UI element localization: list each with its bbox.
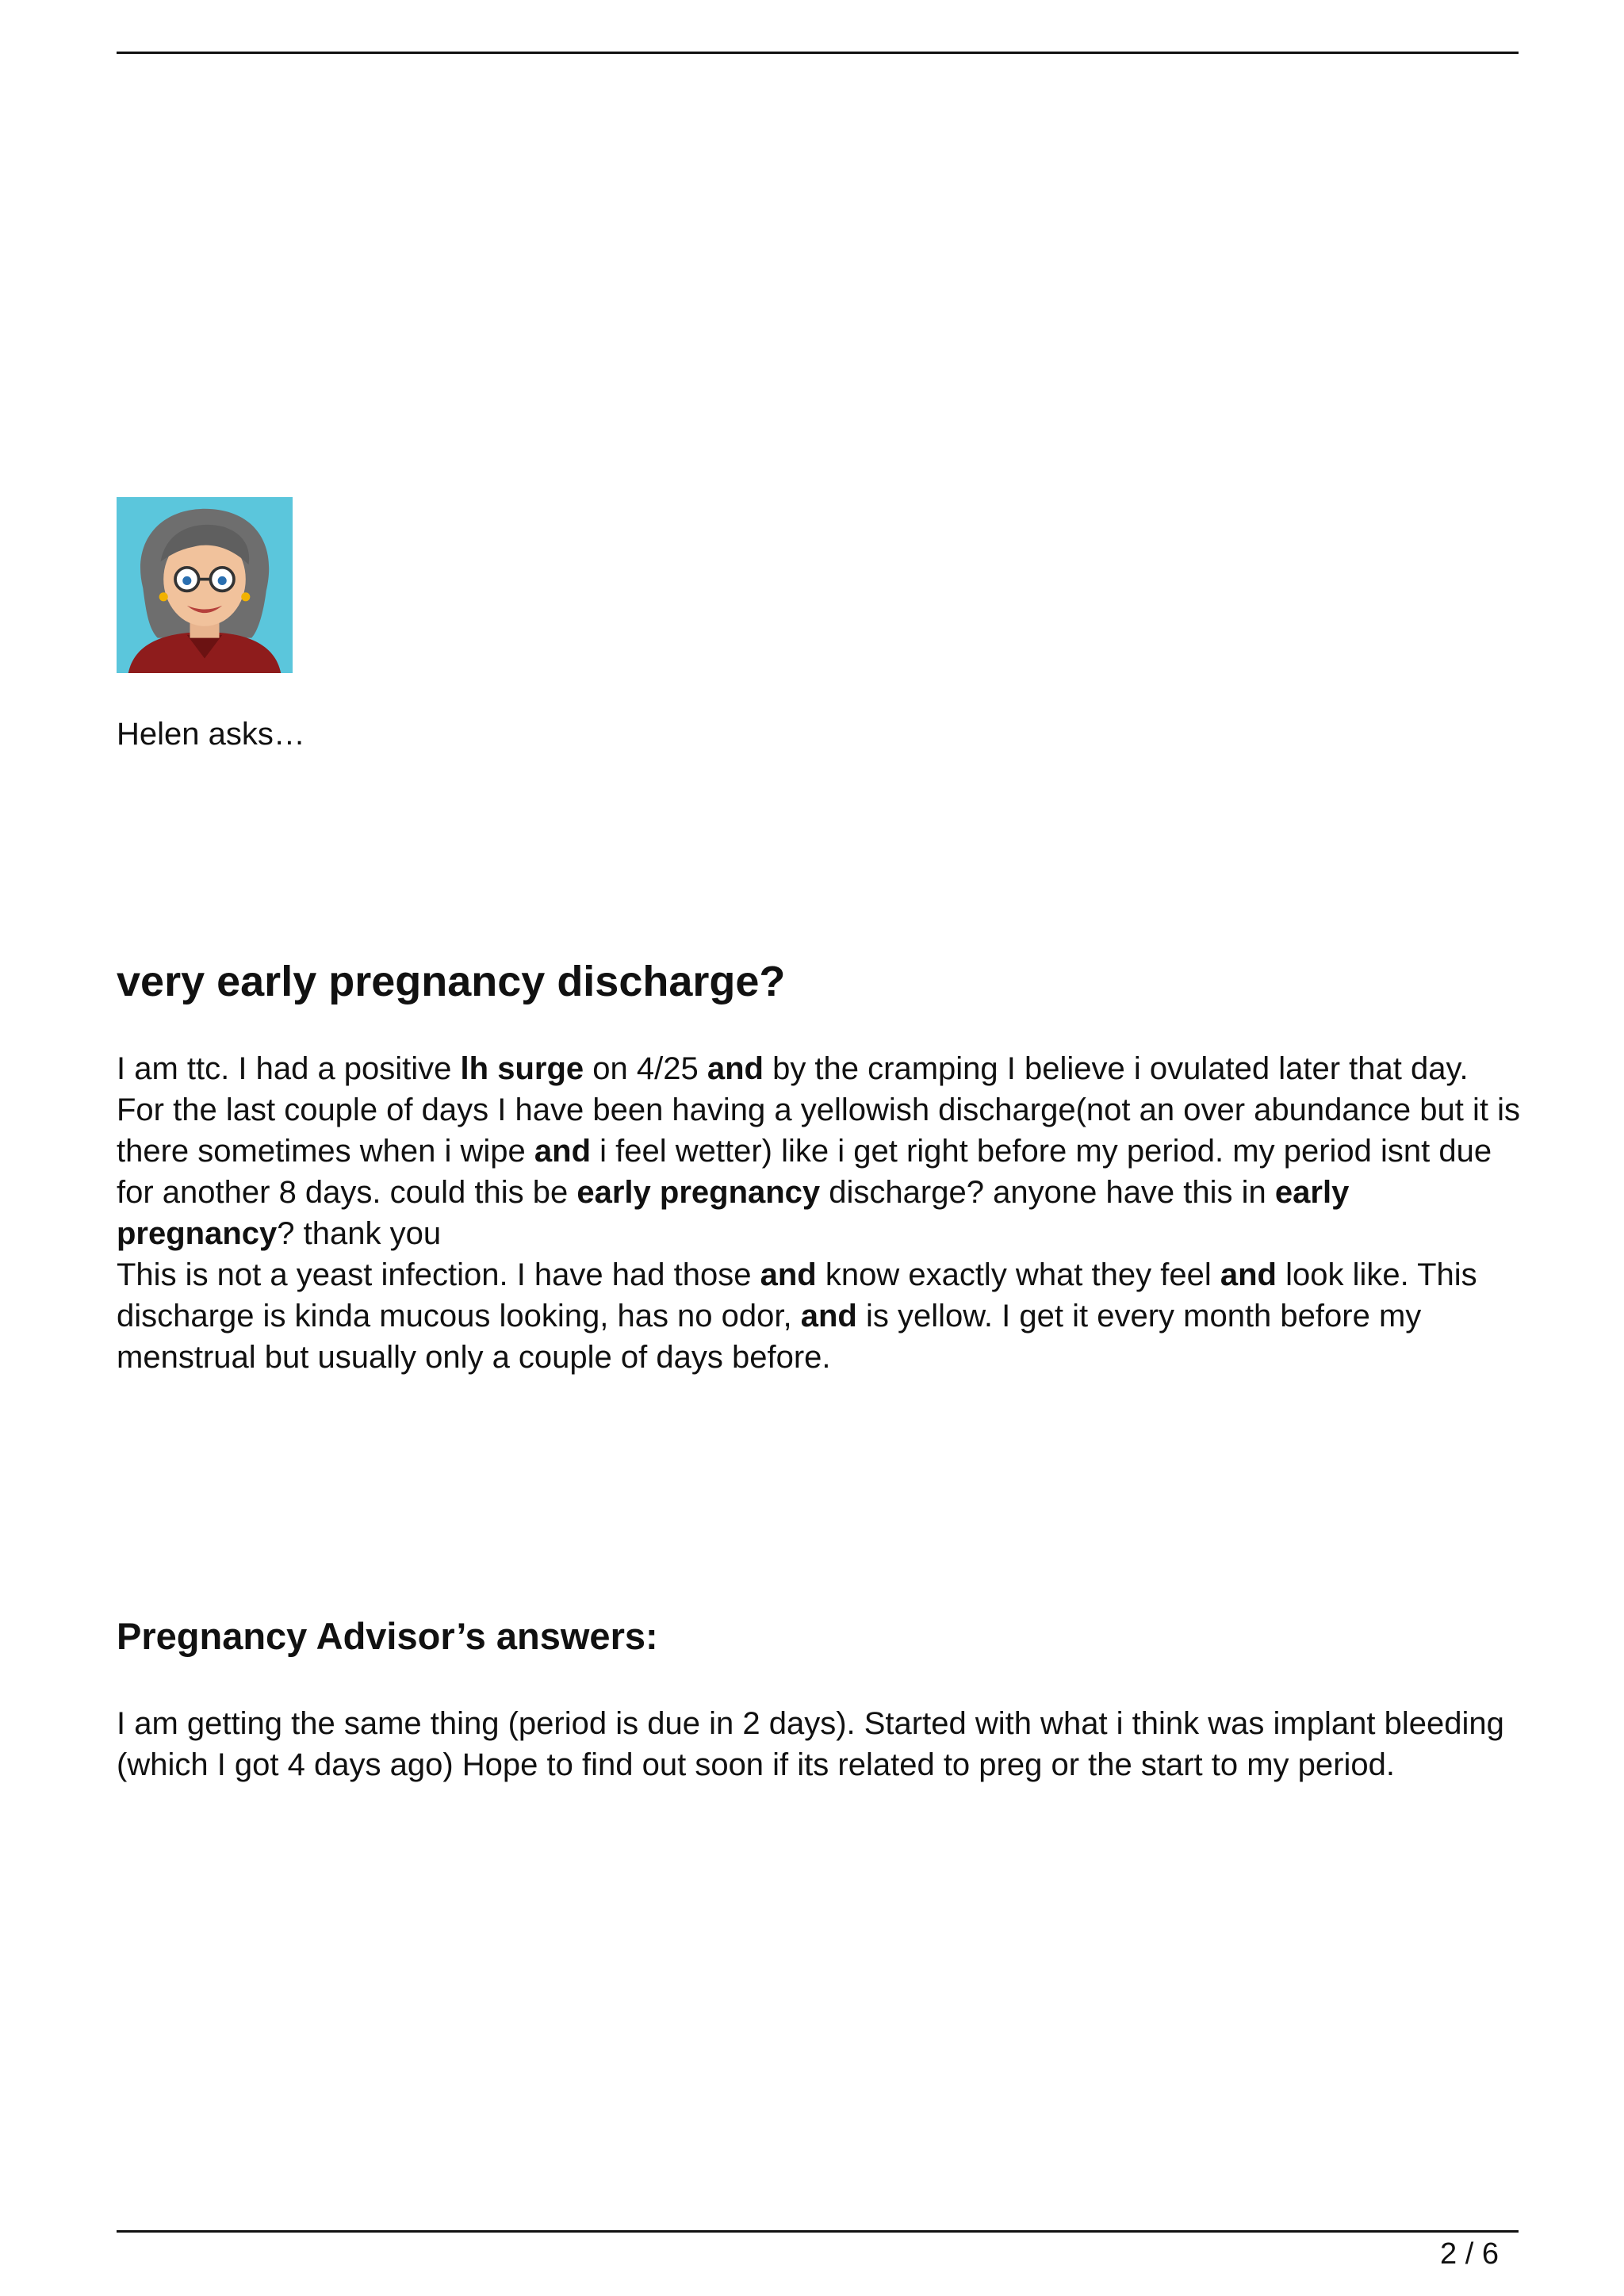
body-text-segment: look like. This discharge is kinda mucous looking, has no odor,	[117, 1257, 1477, 1334]
footer-divider	[117, 2230, 1519, 2233]
bold-keyword: and	[800, 1299, 857, 1334]
answers-heading: Pregnancy Advisor’s answers:	[117, 1615, 658, 1657]
body-text-segment: I am ttc. I had a positive	[117, 1051, 461, 1086]
avatar	[117, 497, 293, 673]
body-text-segment: ? thank you	[277, 1216, 442, 1251]
bold-keyword: lh surge	[460, 1051, 584, 1086]
body-text-segment: This is not a yeast infection. I have had those	[117, 1257, 760, 1292]
body-text-segment: by the cramping I believe i ovulated later that day. For the last couple of days I have been having a yellowish discharge(not an over abundance but it is there sometimes when i wipe	[117, 1051, 1520, 1169]
body-text-segment: is yellow. I get it every month before my menstrual but usually only a couple of days before.	[117, 1299, 1422, 1375]
bold-keyword: and	[707, 1051, 764, 1086]
page-number: 2 / 6	[1440, 2237, 1499, 2271]
bold-keyword: early pregnancy	[117, 1175, 1350, 1251]
asker-line: Helen asks…	[117, 717, 305, 752]
bold-keyword: early pregnancy	[576, 1175, 821, 1210]
cartoon-woman-avatar-icon	[117, 497, 293, 673]
body-text-segment: i feel wetter) like i get right before my period. my period isnt due for another 8 days. could this be	[117, 1134, 1492, 1210]
body-text-segment: on 4/25	[584, 1051, 707, 1086]
question-title: very early pregnancy discharge?	[117, 958, 786, 1005]
bold-keyword: and	[1220, 1257, 1277, 1292]
bold-keyword: and	[534, 1134, 592, 1169]
body-text-segment: discharge? anyone have this in	[820, 1175, 1275, 1210]
question-body	[117, 1048, 1524, 1378]
answer-body: I am getting the same thing (period is due in 2 days). Started with what i think was implant bleeding (which I got 4 days ago) Hope to find out soon if its related to preg or the start to my period.	[117, 1706, 1504, 1782]
bold-keyword: and	[760, 1257, 817, 1292]
body-text-segment: know exactly what they feel	[816, 1257, 1220, 1292]
header-divider	[117, 52, 1519, 54]
